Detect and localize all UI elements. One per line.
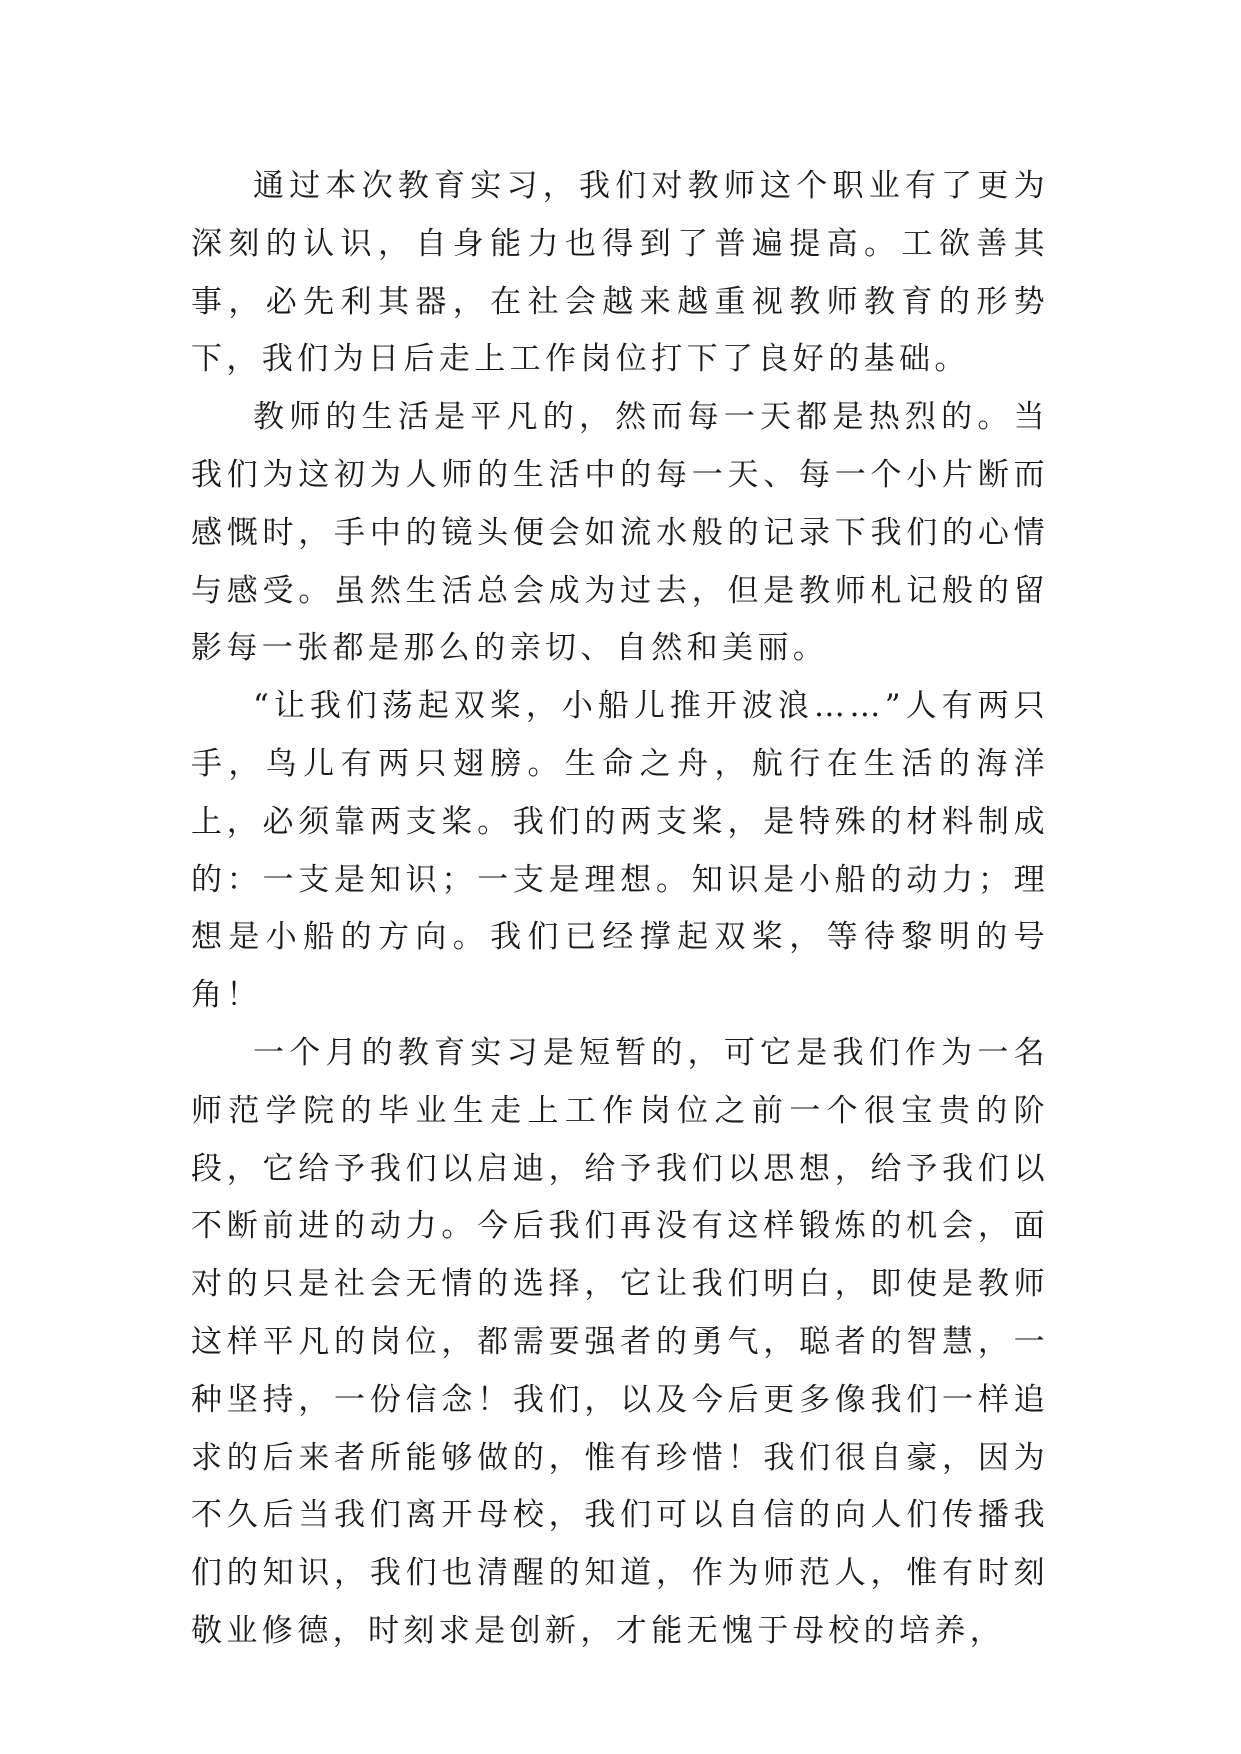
paragraph: “让我们荡起双桨，小船儿推开波浪……”人有两只手，鸟儿有两只翅膀。生命之舟，航行在生活的海洋上，必须靠两支桨。我们的两支桨，是特殊的材料制成的：一支是知识；一支是理想。知识是小船的动力；理想是小船的方向。我们已经撑起双桨，等待黎明的号角！	[191, 688, 1049, 1014]
paragraph: 一个月的教育实习是短暂的，可它是我们作为一名师范学院的毕业生走上工作岗位之前一个很宝贵的阶段，它给予我们以启迪，给予我们以思想，给予我们以不断前进的动力。今后我们再没有这样锻炼的机会，面对的只是社会无情的选择，它让我们明白，即使是教师这样平凡的岗位，都需要强者的勇气，聪者的智慧，一种坚持，一份信念！我们，以及今后更多像我们一样追求的后来者所能够做的，惟有珍惜！我们很自豪，因为不久后当我们离开母校，我们可以自信的向人们传播我们的知识，我们也清醒的知道，作为师范人，惟有时刻敬业修德，时刻求是创新，才能无愧于母校的培养，	[191, 1034, 1049, 1649]
paragraph: 通过本次教育实习，我们对教师这个职业有了更为深刻的认识，自身能力也得到了普遍提高。工欲善其事，必先利其器，在社会越来越重视教师教育的形势下，我们为日后走上工作岗位打下了良好的基础。	[191, 168, 1049, 378]
paragraph: 教师的生活是平凡的，然而每一天都是热烈的。当我们为这初为人师的生活中的每一天、每一个小片断而感慨时，手中的镜头便会如流水般的记录下我们的心情与感受。虽然生活总会成为过去，但是教师札记般的留影每一张都是那么的亲切、自然和美丽。	[191, 399, 1049, 667]
document-body	[191, 158, 1049, 1661]
